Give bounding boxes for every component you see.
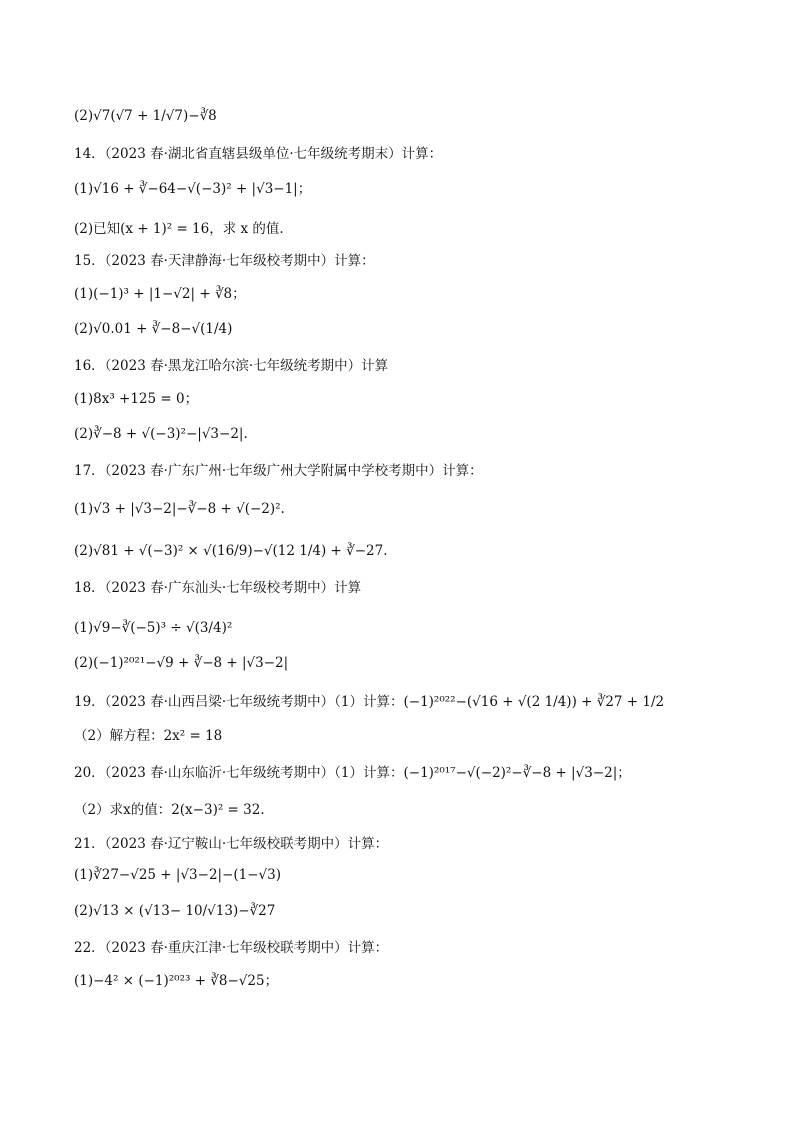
line-text: 17．（2023 春·广东广州·七年级广州大学附属中学校考期中）计算： [74, 463, 483, 479]
problem-line [74, 388, 754, 410]
problem-header [74, 143, 754, 165]
problem-line [74, 318, 754, 340]
line-text: 19．（2023 春·山西吕梁·七年级统考期中）（1）计算：(−1)²⁰²²−(√16 + √(2 1/4)) + ∛27 + 1/2 [74, 694, 665, 710]
line-text: (1)√16 + ∛−64−√(−3)² + |√3−1|； [74, 181, 312, 197]
line-text: 20．（2023 春·山东临沂·七年级统考期中）（1）计算：(−1)²⁰¹⁷−√(−2)²−∛−8 + |√3−2|； [74, 765, 631, 781]
line-text: (1)−4² × (−1)²⁰²³ + ∛8−√25； [74, 973, 279, 989]
line-text: 14．（2023 春·湖北省直辖县级单位·七年级统考期末）计算： [74, 146, 443, 162]
problem-header [74, 937, 754, 959]
problem-header [74, 355, 754, 377]
problem-line [74, 864, 754, 886]
line-text: (2)(−1)²⁰²¹−√9 + ∛−8 + |√3−2| [74, 655, 289, 671]
line-text: (2)√7(√7 + 1/√7)−∛8 [74, 108, 217, 124]
problem-line [74, 799, 754, 821]
line-text: 18．（2023 春·广东汕头·七年级校考期中）计算 [74, 580, 362, 596]
line-text: (2)∛−8 + √(−3)²−|√3−2|. [74, 426, 248, 442]
problem-line [74, 652, 754, 674]
problem-line [74, 970, 754, 992]
problem-header [74, 577, 754, 599]
line-text: (1)√9−∛(−5)³ ÷ √(3/4)² [74, 620, 233, 636]
line-text: 21．（2023 春·辽宁鞍山·七年级校联考期中）计算： [74, 836, 389, 852]
problem-line [74, 540, 754, 562]
line-text: (2)√0.01 + ∛−8−√(1/4) [74, 321, 233, 337]
line-text: 15．（2023 春·天津静海·七年级校考期中）计算： [74, 253, 375, 269]
line-text: (2)√81 + √(−3)² × √(16/9)−√(12 1/4) + ∛−27. [74, 543, 388, 559]
problem-line [74, 423, 754, 445]
problem-line [74, 900, 754, 922]
problem-line [74, 218, 754, 240]
problem-header [74, 460, 754, 482]
line-text: (1)(−1)³ + |1−√2| + ∛8； [74, 286, 246, 302]
problem-line [74, 498, 754, 520]
line-text: （2）解方程：2x² = 18 [74, 728, 223, 744]
problem-header [74, 250, 754, 272]
line-text: 22．（2023 春·重庆江津·七年级校联考期中）计算： [74, 940, 389, 956]
problem-line [74, 283, 754, 305]
problem-header [74, 833, 754, 855]
problem-header [74, 762, 754, 784]
problem-line [74, 617, 754, 639]
line-text: (1)√3 + |√3−2|−∛−8 + √(−2)². [74, 501, 285, 517]
problem-line [74, 178, 754, 200]
line-text: (1)∛27−√25 + |√3−2|−(1−√3) [74, 867, 282, 883]
problem-header [74, 691, 754, 713]
line-text: (1)8x³ +125 = 0； [74, 391, 199, 407]
line-text: （2）求x的值：2(x−3)² = 32. [74, 802, 265, 818]
line-text: (2)√13 × (√13− 10/√13)−∛27 [74, 903, 276, 919]
problem-line [74, 725, 754, 747]
line-text: (2)已知(x + 1)² = 16，求 x 的值. [74, 221, 284, 237]
problem-line [74, 105, 754, 127]
line-text: 16．（2023 春·黑龙江哈尔滨·七年级统考期中）计算 [74, 358, 389, 374]
